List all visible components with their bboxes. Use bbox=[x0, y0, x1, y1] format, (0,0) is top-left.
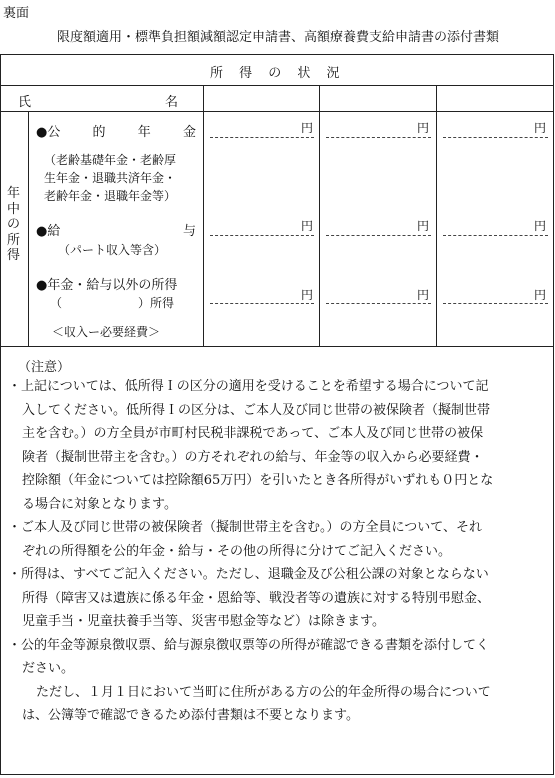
note-line: ・所得は、すべてご記入ください。ただし、退職金及び公租公課の対象とならない bbox=[8, 567, 489, 582]
column-divider-1 bbox=[203, 85, 204, 346]
note-line: は、公簿等で確認できるため添付書類は不要となります。 bbox=[22, 708, 359, 723]
note-line: 児童手当・児童扶養手当等、災害弔慰金等など）は除きます。 bbox=[22, 614, 385, 629]
note-line: ださい。 bbox=[22, 661, 75, 676]
yen-unit: 円 bbox=[534, 219, 547, 233]
note-line: ・公的年金等源泉徴収票、給与源泉徴収票等の所得が確認できる書類を添付してく bbox=[8, 637, 490, 653]
name-label: 氏 名 bbox=[18, 95, 178, 110]
side-label: 裏面 bbox=[3, 6, 30, 21]
amount-field-salary-1[interactable] bbox=[206, 214, 316, 238]
amount-field-other-2[interactable] bbox=[322, 282, 433, 306]
table-bottom-border bbox=[0, 346, 554, 347]
row-sub-pension: （老齢基礎年金・老齢厚 生年金・退職共済年金・ 老齢年金・退職年金等） bbox=[44, 153, 177, 203]
row-sub-salary: （パート収入等含） bbox=[58, 243, 167, 257]
column-divider-3 bbox=[436, 85, 437, 346]
document-title: 限度額適用・標準負担額減額認定申請書、高額療養費支給申請書の添付書類 bbox=[56, 30, 499, 45]
amount-field-other-1[interactable] bbox=[206, 282, 316, 306]
note-line: 入してください。低所得Ｉの区分は、ご本人及び同じ世帯の被保険者（擬制世帯 bbox=[22, 402, 491, 418]
name-field-1[interactable] bbox=[204, 86, 319, 111]
yen-unit: 円 bbox=[417, 219, 430, 233]
amount-field-pension-1[interactable] bbox=[206, 116, 316, 140]
amount-field-pension-3[interactable] bbox=[439, 116, 550, 140]
name-row-divider bbox=[0, 111, 554, 112]
row-title-other: ●年金・給与以外の所得 bbox=[36, 278, 178, 293]
section-label: 年中の所得 bbox=[7, 186, 21, 263]
note-line: 控除額（年金については控除額65万円）を引いたとき各所得がいずれも０円とな bbox=[22, 473, 494, 488]
notes-body bbox=[8, 375, 548, 728]
row-extra-other: ＜収入ー必要経費＞ bbox=[52, 325, 161, 339]
yen-unit: 円 bbox=[301, 121, 314, 135]
yen-unit: 円 bbox=[301, 219, 314, 233]
note-line: ぞれの所得額を公的年金・給与・その他の所得に分けてご記入ください。 bbox=[22, 543, 452, 559]
column-divider-2 bbox=[319, 85, 320, 346]
yen-unit: 円 bbox=[301, 288, 314, 302]
note-line: ・上記については、低所得Ｉの区分の適用を受けることを希望する場合について記 bbox=[8, 379, 489, 394]
note-line: 険者（擬制世帯主を含む。）の方それぞれの給与、年金等の収入から必要経費・ bbox=[22, 449, 484, 465]
amount-field-salary-2[interactable] bbox=[322, 214, 433, 238]
yen-unit: 円 bbox=[417, 121, 430, 135]
table-header: 所 得 の 状 況 bbox=[210, 66, 346, 81]
note-line: る場合に対象となります。 bbox=[22, 496, 177, 512]
notes-heading: （注意） bbox=[18, 360, 71, 375]
name-field-2[interactable] bbox=[320, 86, 436, 111]
note-line: ・ご本人及び同じ世帯の被保険者（擬制世帯主を含む。）の方全員について、それ bbox=[8, 520, 482, 535]
note-line: ただし、１月１日において当町に住所がある方の公的年金所得の場合について bbox=[36, 684, 491, 700]
note-line: 所得（障害又は遺族に係る年金・恩給等、戦没者等の遺族に対する特別弔慰金、 bbox=[22, 590, 491, 606]
row-title-pension: ●公 的 年 金 bbox=[36, 125, 196, 140]
yen-unit: 円 bbox=[417, 288, 430, 302]
amount-field-pension-2[interactable] bbox=[322, 116, 433, 140]
row-title-salary: ●給 与 bbox=[36, 224, 196, 239]
yen-unit: 円 bbox=[534, 288, 547, 302]
amount-field-other-3[interactable] bbox=[439, 282, 550, 306]
amount-field-salary-3[interactable] bbox=[439, 214, 550, 238]
name-field-3[interactable] bbox=[437, 86, 553, 111]
yen-unit: 円 bbox=[534, 121, 547, 135]
note-line: 主を含む。）の方全員が市町村民税非課税であって、ご本人及び同じ世帯の被保 bbox=[22, 426, 484, 441]
section-label-divider bbox=[28, 111, 29, 346]
